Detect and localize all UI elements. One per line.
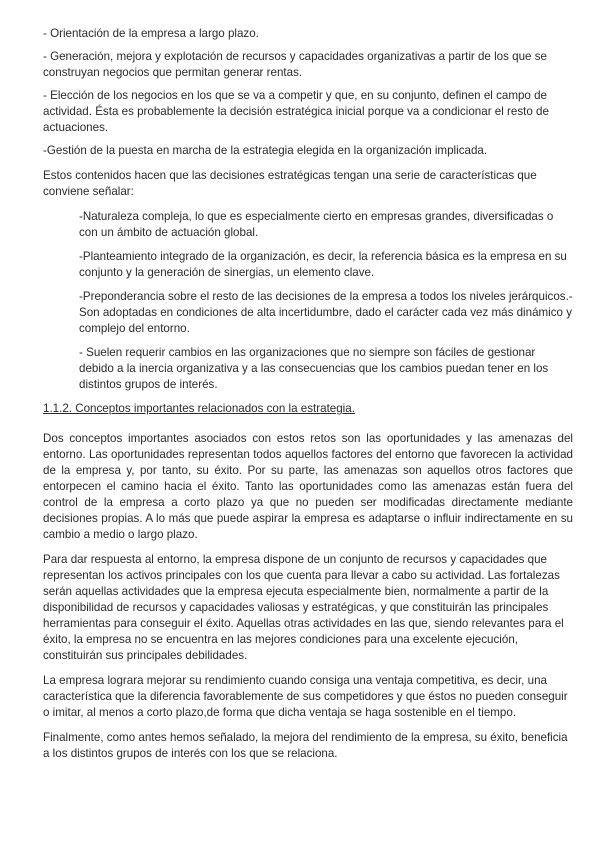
- section-heading: 1.1.2. Conceptos importantes relacionados con la estrategia.: [43, 402, 355, 415]
- bullet-business-choice: - Elección de los negocios en los que se va a competir y que, en su conjunto, definen el campo de actividad. Ésta es probablemente la decisión estratégica inicial porque va a condicionar el resto de actuaciones.: [43, 89, 549, 134]
- bullet-implementation: -Gestión de la puesta en marcha de la estrategia elegida en la organización implicada.: [43, 144, 488, 157]
- bullet-resources: - Generación, mejora y explotación de recursos y capacidades organizativas a partir de los que se construyan negocios que permitan generar rentas.: [43, 50, 547, 79]
- paragraph-resources: Para dar respuesta al entorno, la empresa dispone de un conjunto de recursos y capacidades que representan los activos principales con los que cuenta para llevar a cabo su actividad. Las fortalezas serán aquellas actividades que la empresa ejecuta especialmente bien, normalmente a partir de la disponibilidad de recursos y capacidades valiosas y estratégicas, y que constituirán las principales herramientas para conseguir el éxito. Aquellas otras actividades en las que, siendo relevantes para el éxito, la empresa no se encuentra en las mejores condiciones para una excelente ejecución, constituirán sus principales debilidades.: [43, 553, 564, 662]
- characteristic-complex: -Naturaleza compleja, lo que es especialmente cierto en empresas grandes, diversificadas o con un ámbito de actuación global.: [79, 210, 554, 239]
- characteristic-preponderance: -Preponderancia sobre el resto de las decisiones de la empresa a todos los niveles jerárquicos.- Son adoptadas en condiciones de alta incertidumbre, dado el carácter cada vez más dinámico y complejo del entorno.: [79, 290, 573, 335]
- intro-paragraph: Estos contenidos hacen que las decisiones estratégicas tengan una serie de características que conviene señalar:: [43, 169, 537, 198]
- characteristic-integrated: -Planteamiento integrado de la organización, es decir, la referencia básica es la empresa en su conjunto y la generación de sinergias, un elemento clave.: [79, 250, 567, 279]
- characteristic-change: - Suelen requerir cambios en las organizaciones que no siempre son fáciles de gestionar debido a la inercia organizativa y a las consecuencias que los cambios puedan tener en los distintos grupos de interés.: [79, 346, 549, 391]
- paragraph-conclusion: Finalmente, como antes hemos señalado, la mejora del rendimiento de la empresa, su éxito, beneficia a los distintos grupos de interés con los que se relaciona.: [43, 731, 568, 760]
- paragraph-competitive-advantage: La empresa lograra mejorar su rendimiento cuando consiga una ventaja competitiva, es decir, una característica que la diferencia favorablemente de sus competidores y que éstos no pueden conseguir o imitar, al menos a corto plazo,de forma que dicha ventaja se haga sostenible en el tiempo.: [43, 674, 568, 719]
- document-page: [43, 26, 573, 771]
- paragraph-opportunities: Dos conceptos importantes asociados con estos retos son las oportunidades y las amenazas del entorno. Las oportunidades representan todos aquellos factores del entorno que favorecen la actividad de la empresa y, por tanto, su éxito. Por su parte, las amenazas son aquellos otros factores que entorpecen el camino hacia el éxito. Tanto las oportunidades como las amenazas están fuera del control de la empresa a corto plazo ya que no pueden ser modificadas directamente mediante decisiones propias. A lo más que puede aspirar la empresa es adaptarse o influir indirectamente en su cambio a medio o largo plazo.: [43, 432, 573, 541]
- bullet-long-term: - Orientación de la empresa a largo plazo.: [43, 27, 259, 40]
